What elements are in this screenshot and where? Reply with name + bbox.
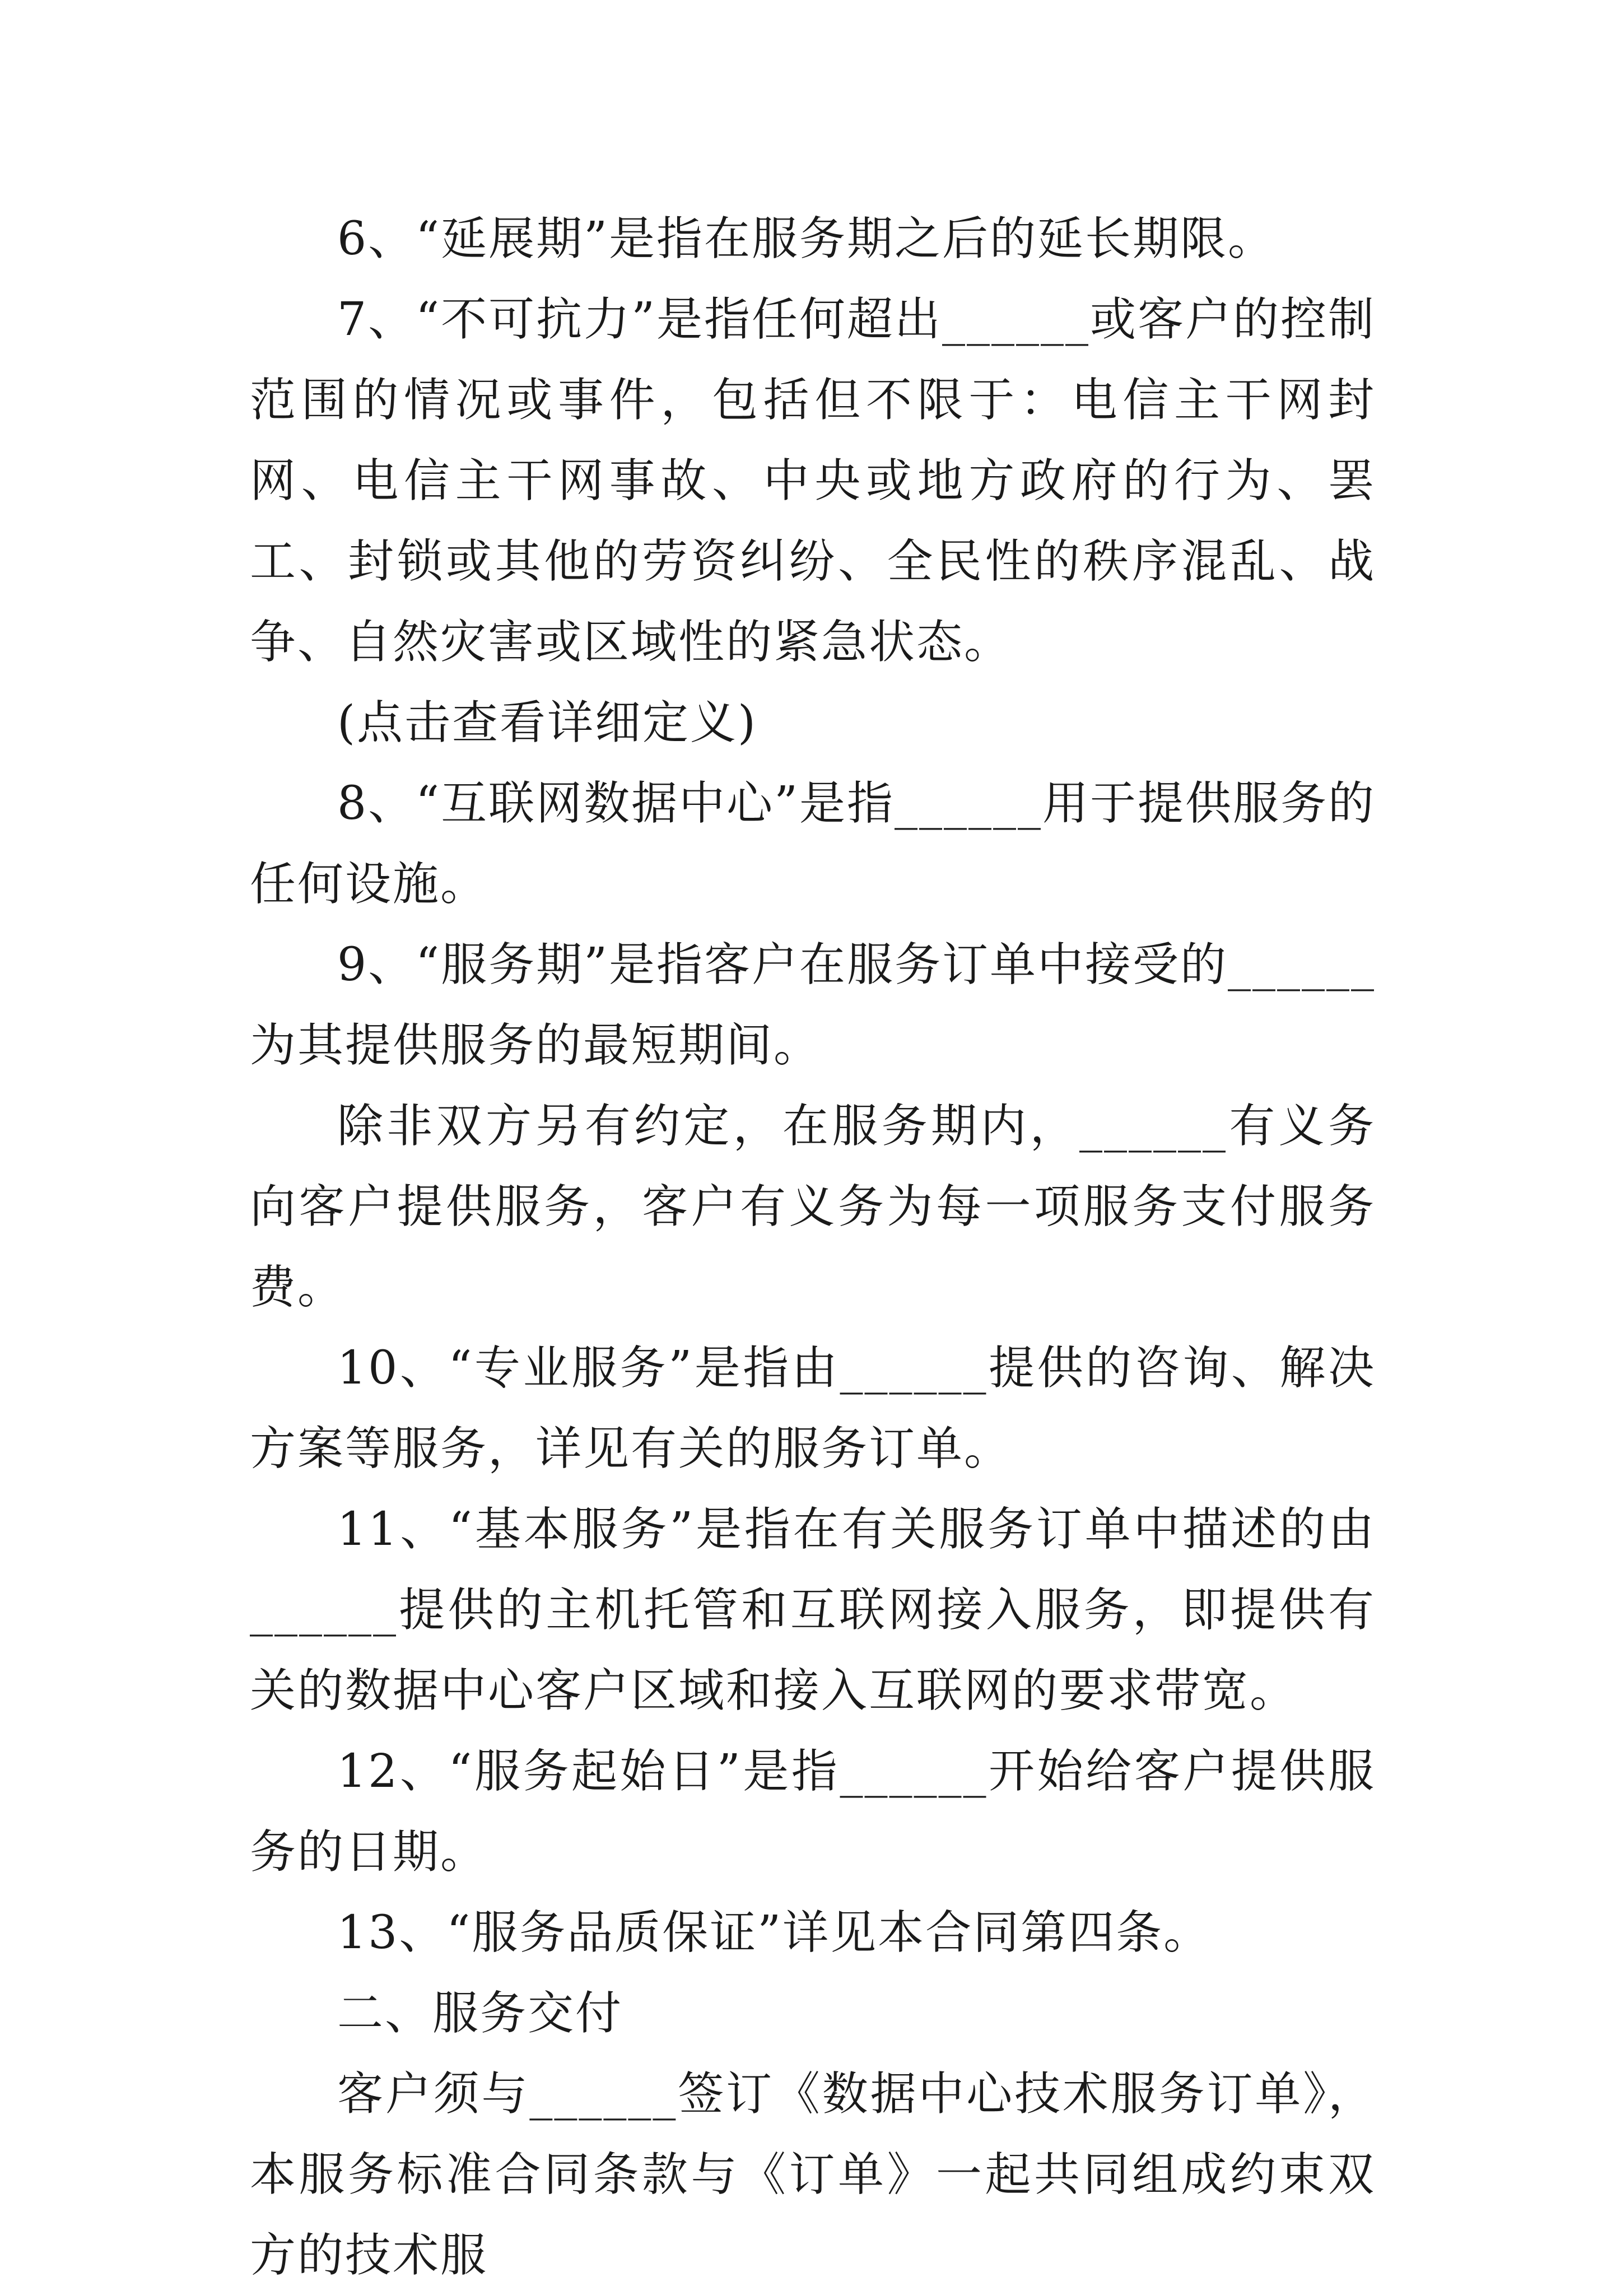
paragraph-9-service-period: 9、“服务期”是指客户在服务订单中接受的______为其提供服务的最短期间。 — [250, 938, 1376, 1072]
paragraph-10-professional-services: 10、“专业服务”是指由______提供的咨询、解决方案等服务，详见有关的服务订单。 — [250, 1342, 1376, 1475]
view-definition-note: (点击查看详细定义) — [337, 696, 757, 749]
paragraph-12-start-date: 12、“服务起始日”是指______开始给客户提供服务的日期。 — [250, 1745, 1376, 1879]
paragraph-6-extension-period: 6、“延展期”是指在服务期之后的延长期限。 — [337, 212, 1276, 266]
paragraph-service-order: 客户须与______签订《数据中心技术服务订单》，本服务标准合同条款与《订单》一起共同组成约束双方的技术服 — [250, 2067, 1376, 2282]
contract-text — [250, 199, 1376, 2296]
paragraph-11-basic-services: 11、“基本服务”是指在有关服务订单中描述的由______提供的主机托管和互联网接入服务，即提供有关的数据中心客户区域和接入互联网的要求带宽。 — [250, 1503, 1376, 1717]
paragraph-7-force-majeure: 7、“不可抗力”是指任何超出______或客户的控制范围的情况或事件，包括但不限于：电信主干网封网、电信主干网事故、中央或地方政府的行为、罢工、封锁或其他的劳资纠纷、全民性的秩序混乱、战争、自然灾害或区域性的紧急状态。 — [250, 293, 1376, 669]
section-heading-service-delivery: 二、服务交付 — [337, 1987, 623, 2040]
paragraph-8-idc: 8、“互联网数据中心”是指______用于提供服务的任何设施。 — [250, 777, 1376, 911]
paragraph-service-obligation: 除非双方另有约定，在服务期内，______有义务向客户提供服务，客户有义务为每一项服务支付服务费。 — [250, 1100, 1376, 1314]
paragraph-13-quality-guarantee: 13、“服务品质保证”详见本合同第四条。 — [337, 1906, 1212, 1959]
